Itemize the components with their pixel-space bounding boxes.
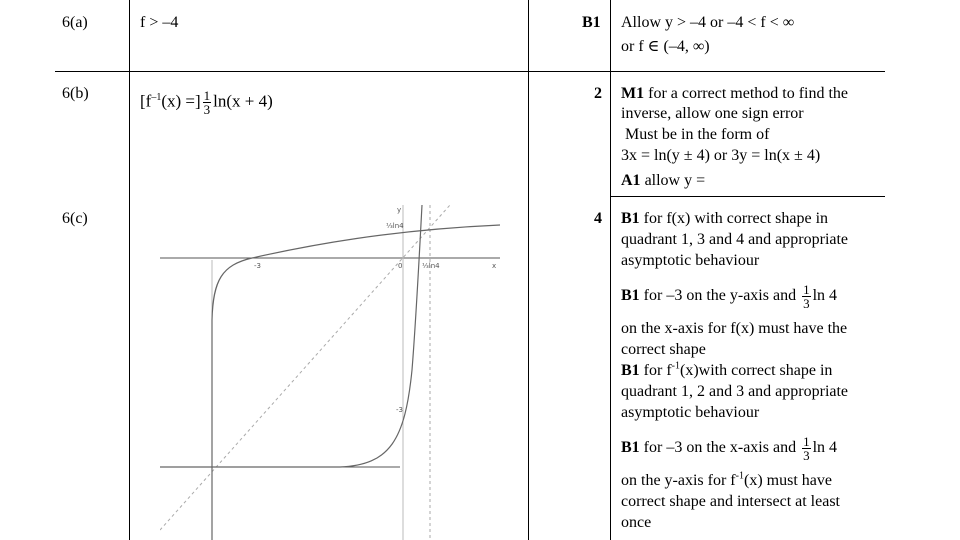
label-origin: 0 bbox=[398, 262, 403, 270]
row-rule-2 bbox=[610, 196, 885, 197]
note-6a-line-2: or f ∈ (–4, ∞) bbox=[621, 38, 710, 55]
row-rule-1 bbox=[55, 71, 885, 72]
question-label-6a: 6(a) bbox=[62, 14, 88, 31]
mark-6b: 2 bbox=[594, 85, 602, 102]
mark-6c: 4 bbox=[594, 210, 602, 227]
note-6c-b1b-line-1: B1 for –3 on the y-axis and $\frac{1}{3}$ ln 4 bbox=[621, 282, 838, 311]
note-6b-line-5: A1 allow y = bbox=[621, 172, 706, 189]
mark-6a: B1 bbox=[582, 14, 601, 31]
answer-6a: f > –4 bbox=[140, 14, 179, 31]
note-6c-b1d-line-2: on the y-axis for $f^{-1}(x)$ must have bbox=[621, 470, 832, 489]
question-label-6c: 6(c) bbox=[62, 210, 88, 227]
curve-f bbox=[212, 225, 500, 540]
note-6c-b1c-line-3: asymptotic behaviour bbox=[621, 404, 760, 421]
label-x-axis: x bbox=[492, 262, 497, 270]
note-6c-b1b-line-3: correct shape bbox=[621, 341, 706, 358]
label-ln4-y: ⅓ln4 bbox=[386, 222, 404, 230]
note-6c-b1d-line-1: B1 for –3 on the x-axis and $\frac{1}{3}$ ln 4 bbox=[621, 434, 838, 463]
note-6c-b1a-line-1: B1 for f(x) with correct shape in bbox=[621, 210, 829, 227]
sketch-graph bbox=[160, 200, 505, 540]
label-ln4-x: ⅓ln4 bbox=[422, 262, 440, 270]
column-rule-1 bbox=[129, 0, 130, 540]
note-6c-b1c-line-1: B1 for $f^{-1}(x)with$ correct shape in bbox=[621, 360, 833, 379]
answer-6b: [$f^{-1}(x)$ =] $\frac{1}{3}$ ln(x + 4) bbox=[140, 88, 273, 117]
note-6c-b1d-line-4: once bbox=[621, 514, 652, 531]
note-6b-line-4: 3x = ln(y ± 4) or 3y = ln(x ± 4) bbox=[621, 147, 821, 164]
label-y-axis: y bbox=[397, 206, 402, 214]
column-rule-2 bbox=[528, 0, 529, 540]
note-6b-line-3: Must be in the form of bbox=[625, 126, 770, 143]
note-6c-b1a-line-2: quadrant 1, 3 and 4 and appropriate bbox=[621, 231, 849, 248]
curve-f-inverse bbox=[160, 205, 422, 467]
line-y-equals-x bbox=[160, 205, 450, 530]
note-6b-line-1: M1 for a correct method to find the bbox=[621, 85, 849, 102]
note-6a-line-1: Allow y > –4 or –4 < f < ∞ bbox=[621, 14, 795, 31]
label-neg3-x: -3 bbox=[254, 262, 261, 270]
note-6b-line-2: inverse, allow one sign error bbox=[621, 105, 804, 122]
question-label-6b: 6(b) bbox=[62, 85, 89, 102]
note-6c-b1a-line-3: asymptotic behaviour bbox=[621, 252, 760, 269]
column-rule-3 bbox=[610, 0, 611, 540]
note-6c-b1c-line-2: quadrant 1, 2 and 3 and appropriate bbox=[621, 383, 849, 400]
label-neg3-y: -3 bbox=[396, 406, 403, 414]
note-6c-b1b-line-2: on the x-axis for f(x) must have the bbox=[621, 320, 848, 337]
note-6c-b1d-line-3: correct shape and intersect at least bbox=[621, 493, 840, 510]
